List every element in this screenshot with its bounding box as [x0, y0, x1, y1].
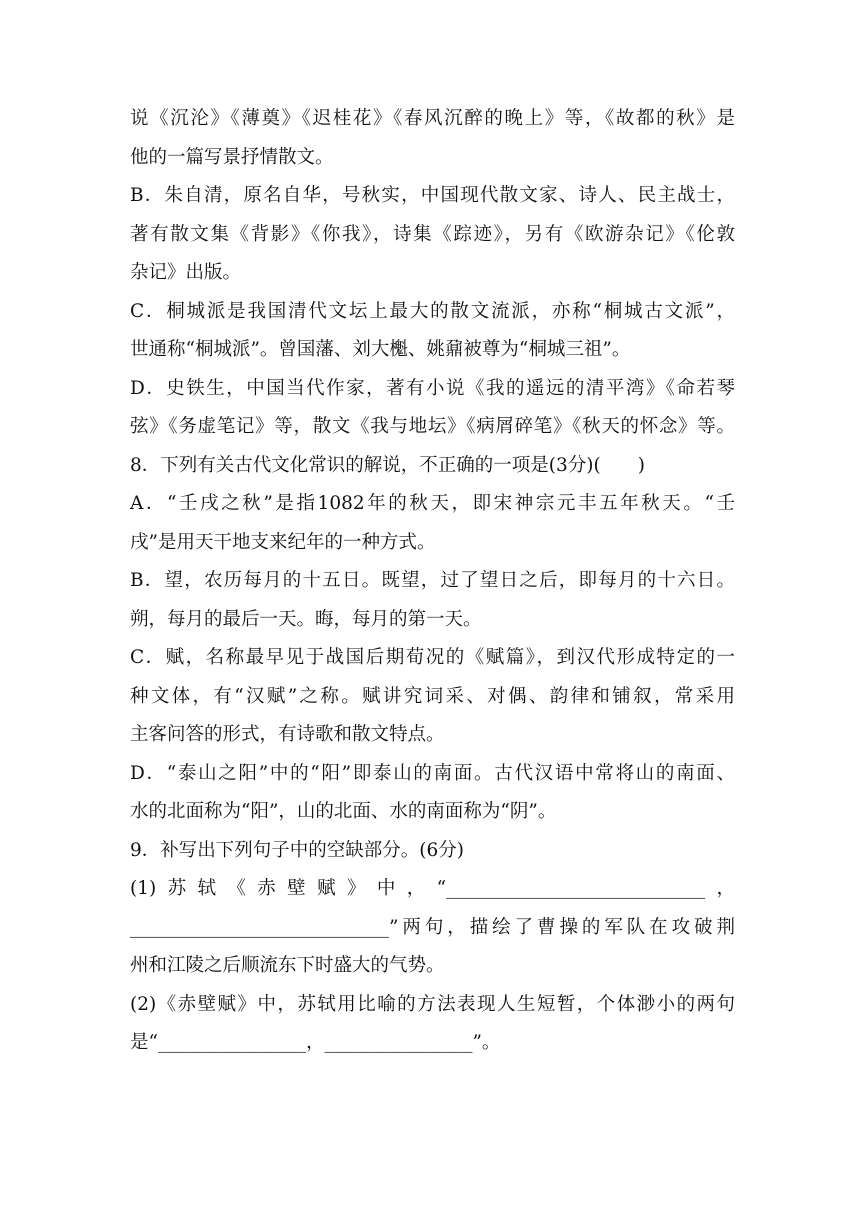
document-body — [130, 100, 735, 1063]
text-line: 弦》《务虚笔记》等，散文《我与地坛》《病屑碎笔》《秋天的怀念》等。 — [130, 416, 735, 437]
option-b-line: B．望，农历每月的十五日。既望，过了望日之后，即每月的十六日。 — [130, 570, 735, 591]
text-line: 朔，每月的最后一天。晦，每月的第一天。 — [130, 608, 482, 630]
option-d-line: D．“泰山之阳”中的“阳”即泰山的南面。古代汉语中常将山的南面、 — [130, 762, 735, 784]
fill-blank-line: 是“________________，________________”。 — [130, 1032, 501, 1053]
text-line: 水的北面称为“阳”，山的北面、水的南面称为“阴”。 — [130, 801, 557, 822]
text-line: 说《沉沦》《薄奠》《迟桂花》《春风沉醉的晚上》等，《故都的秋》是 — [130, 108, 735, 129]
question-9-title: 9．补写出下列句子中的空缺部分。(6分) — [130, 839, 464, 861]
text-line: 种文体，有“汉赋”之称。赋讲究词采、对偶、韵律和铺叙，常采用 — [130, 685, 735, 707]
option-b-line: B．朱自清，原名自华，号秋实，中国现代散文家、诗人、民主战士， — [130, 185, 735, 206]
text-line: 著有散文集《背影》《你我》，诗集《踪迹》，另有《欧游杂记》《伦敦 — [130, 223, 735, 245]
text-line: 他的一篇写景抒情散文。 — [130, 146, 334, 168]
fill-blank-line: ____________________________”两句，描绘了曹操的军队在攻破荆 — [130, 916, 735, 938]
option-a-line: A．“壬戌之秋”是指1082年的秋天，即宋神宗元丰五年秋天。“壬 — [130, 493, 735, 514]
text-line: 戌”是用天干地支来纪年的一种方式。 — [130, 531, 436, 553]
question-8-title: 8．下列有关古代文化常识的解说，不正确的一项是(3分)( ) — [130, 454, 645, 476]
option-c-line: C．赋，名称最早见于战国后期荀况的《赋篇》，到汉代形成特定的一 — [130, 647, 735, 668]
option-c-line: C．桐城派是我国清代文坛上最大的散文流派，亦称“桐城古文派”， — [130, 300, 735, 322]
text-line: (2)《赤壁赋》中，苏轼用比喻的方法表现人生短暂，个体渺小的两句 — [130, 993, 735, 1015]
text-line: 杂记》出版。 — [130, 262, 242, 283]
option-d-line: D．史铁生，中国当代作家，著有小说《我的遥远的清平湾》《命若琴 — [130, 377, 735, 399]
fill-blank-line: (1)苏轼《赤壁赋》中，“____________________________， — [130, 878, 735, 899]
text-line: 世通称“桐城派”。曾国藩、刘大櫆、姚鼐被尊为“桐城三祖”。 — [130, 339, 631, 360]
text-line: 州和江陵之后顺流东下时盛大的气势。 — [130, 955, 445, 976]
text-line: 主客问答的形式，有诗歌和散文特点。 — [130, 724, 445, 745]
